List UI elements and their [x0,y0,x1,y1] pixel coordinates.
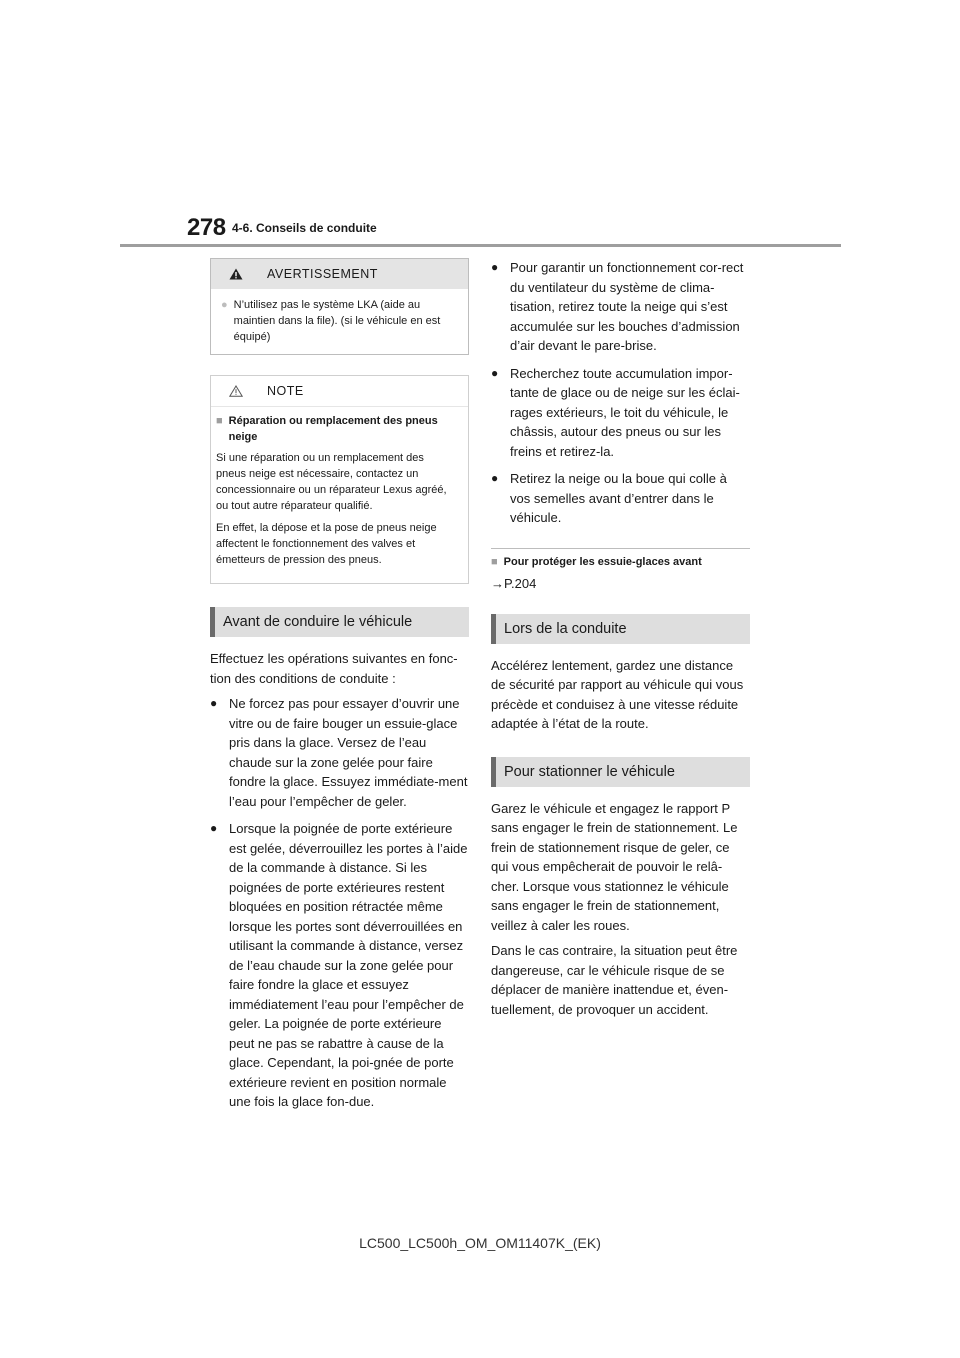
bullet-dot-icon: ● [221,299,228,311]
warning-body [211,289,468,354]
warning-item [221,297,456,345]
header-rule [120,244,841,247]
square-marker-icon: ■ [491,555,498,568]
wipers-subheading [491,556,750,568]
note-title: NOTE [267,384,304,398]
page-reference-link[interactable]: →P.204 [491,575,537,591]
list-item: ● Recherchez toute accumulation impor-tante de glace ou de neige sur les éclai-rages extérieurs, le toit du véhicule, le châssis, autour des pneus ou sur les freins et retirez-la. [491,364,750,462]
note-subheading-text: Réparation ou remplacement des pneus neige [228,415,438,443]
note-subheading [216,413,456,445]
list-item: ● Pour garantir un fonctionnement cor-rect du ventilateur du système de clima-tisation, retirez toute la neige qui s’est accumulée sur les bouches d’admission d’air devant le pare-brise. [491,258,750,356]
list-item: ● Lorsque la poignée de porte extérieure est gelée, déverrouillez les portes à l’aide de la commande à distance. Si les poignées de porte extérieures restent bloquées en position rétractée même lorsque les portes sont déverrouillées en utilisant la commande à distance, versez de l’eau chaude sur la zone gelée pour faire fondre la glace et essuyez immédiatement l’eau pour l’empêcher de geler. La poignée de porte extérieure peut ne pas se rabattre à cause de la glace. Cependant, la poi-gnée de porte extérieure revient en position normale une fois la glace fon-due. [210,819,469,1112]
note-box [210,375,469,584]
warning-title: AVERTISSEMENT [267,267,378,281]
note-header [211,376,468,407]
heading-before-driving: Avant de conduire le véhicule [210,607,469,637]
warning-triangle-icon [229,268,243,280]
page-number: 278 [187,214,226,241]
right-column [491,258,750,1019]
parking-paragraph: Garez le véhicule et engagez le rapport P sans engager le frein de stationnement. Le frein de stationnement risque de geler, ce qui vous empêcherait de pouvoir le relâ-cher. Lorsque vous stationnez le véhicule sans engager le frein de stationnement, veillez à caler les roues. [491,800,738,933]
bullet-list-right [491,258,750,528]
footer-document-code: LC500_LC500h_OM_OM11407K_(EK) [359,1235,601,1251]
note-paragraph: Si une réparation ou un remplacement des pneus neige est nécessaire, contactez un concessionnaire ou un réparateur Lexus agréé, ou tout autre réparateur qualifié. [216,452,447,512]
section-title: 4-6. Conseils de conduite [232,221,377,235]
left-column [210,258,469,1120]
heading-parking: Pour stationner le véhicule [491,757,750,787]
subsection-rule [491,548,750,549]
note-body [211,407,468,583]
square-marker-icon: ■ [216,415,223,427]
note-paragraph: En effet, la dépose et la pose de pneus neige affectent le fonctionnement des valves et émetteurs de pression des pneus. [216,522,437,566]
warning-box [210,258,469,355]
warning-header [211,259,468,289]
driving-paragraph: Accélérez lentement, gardez une distance de sécurité par rapport au véhicule qui vous précède et conduisez à une vitesse réduite adaptée à l’état de la route. [491,657,744,731]
bullet-list-left [210,694,469,1112]
heading-while-driving: Lors de la conduite [491,614,750,644]
list-item: ● Retirez la neige ou la boue qui colle à vos semelles avant d’entrer dans le véhicule. [491,469,750,528]
list-item: ● Ne forcez pas pour essayer d’ouvrir une vitre ou de faire bouger un essuie-glace pris dans la glace. Versez de l’eau chaude sur la zone gelée pour faire fondre la glace. Essuyez immédiate-ment l’eau pour l’empêcher de geler. [210,694,469,811]
wipers-subheading-text: Pour protéger les essuie-glaces avant [503,555,702,568]
warning-item-text: N’utilisez pas le système LKA (aide au maintien dans la file). (si le véhicule en est équipé) [233,299,441,343]
note-triangle-icon [229,385,243,397]
parking-paragraph: Dans le cas contraire, la situation peut être dangereuse, car le véhicule risque de se déplacer de manière inattendue et, éven-tuellement, de provoquer un accident. [491,943,738,1017]
intro-paragraph: Effectuez les opérations suivantes en fonc-tion des conditions de conduite : [210,651,458,686]
